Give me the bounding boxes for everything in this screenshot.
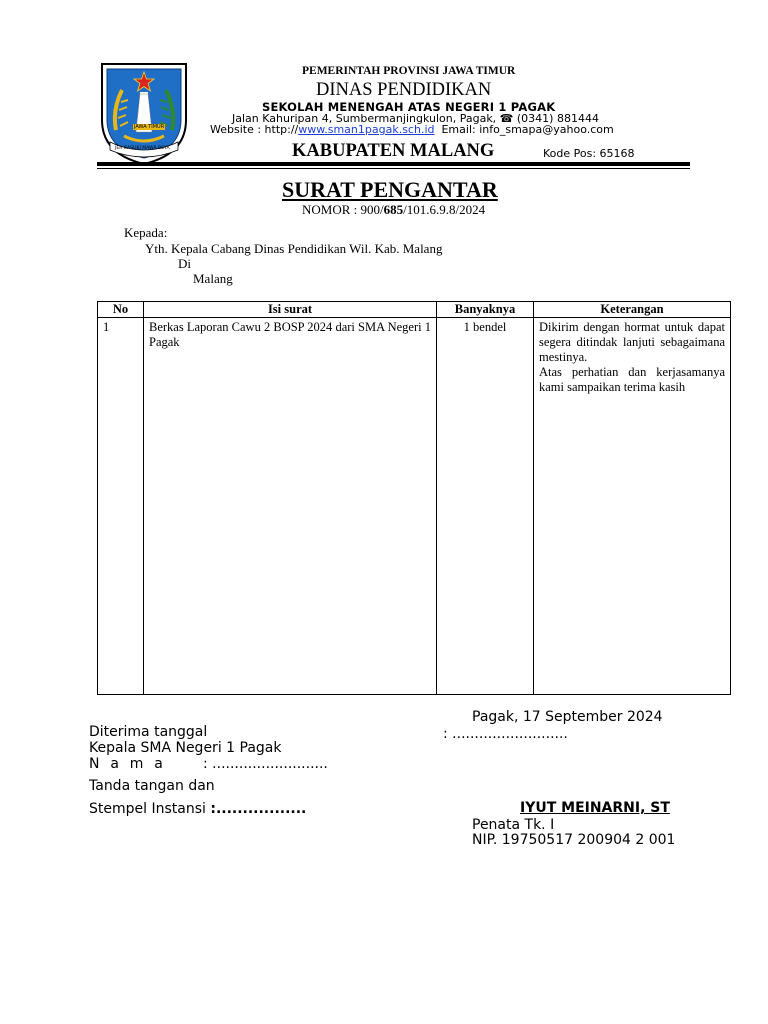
stamp-label: Stempel Instansi [89,801,211,817]
regency-name: KABUPATEN MALANG [292,141,495,161]
east-java-emblem-icon [98,60,190,166]
contact-line [210,123,614,136]
letter-contents-table [97,301,731,695]
received-date-blank: : .......................... [443,726,568,742]
letterhead-divider-thin [97,168,690,169]
signature-label: Tanda tangan dan [89,778,215,794]
column-header-remarks: Keterangan [534,302,731,318]
department-name: DINAS PENDIDIKAN [316,80,492,100]
logo-motto-text: JER BASUKI MAWA BEYA [115,146,170,151]
school-name: SEKOLAH MENENGAH ATAS NEGERI 1 PAGAK [262,100,556,114]
column-header-content: Isi surat [144,302,437,318]
government-name: PEMERINTAH PROVINSI JAWA TIMUR [302,65,516,77]
cell-quantity: 1 bendel [437,318,534,695]
website-label: Website : http:// [210,123,299,136]
letter-number-bold: 685 [383,202,404,217]
to-label: Kepada: [124,225,168,240]
table-header-row [98,302,731,318]
signer-nip: NIP. 19750517 200904 2 001 [472,832,676,848]
signer-name: IYUT MEINARNI, ST [520,800,670,816]
column-header-quantity: Banyaknya [437,302,534,318]
recipient: Yth. Kepala Cabang Dinas Pendidikan Wil. Kab. Malang [145,241,443,256]
signer-rank: Penata Tk. I [472,817,555,833]
letter-title: SURAT PENGANTAR [282,177,498,202]
received-date-label: Diterima tanggal [89,724,208,740]
cell-no: 1 [98,318,144,695]
name-blank: : .......................... [203,756,328,772]
principal-title: Kepala SMA Negeri 1 Pagak [89,740,282,756]
table-row [98,318,731,695]
di-label: Di [178,256,191,271]
remarks-paragraph-1: Dikirim dengan hormat untuk dapat segera ditindak lanjuti sebagaimana mestinya. [539,320,725,364]
school-address: Jalan Kahuripan 4, Sumbermanjingkulon, Pagak, ☎ (0341) 881444 [232,112,599,125]
recipient-city: Malang [193,271,233,286]
letter-number [302,202,485,218]
letter-number-prefix: NOMOR : 900/ [302,202,384,217]
letter-number-suffix: /101.6.9.8/2024 [403,202,486,217]
cell-remarks [534,318,731,695]
letterhead-divider-thick [97,162,690,166]
website-link[interactable]: www.sman1pagak.sch.id [298,123,435,136]
stamp-line [89,801,306,817]
column-header-no: No [98,302,144,318]
stamp-blank: :................. [210,801,307,817]
cell-content: Berkas Laporan Cawu 2 BOSP 2024 dari SMA Negeri 1 Pagak [144,318,437,695]
email-text: Email: info_smapa@yahoo.com [441,123,614,136]
name-label: N a m a [89,756,167,772]
postcode: Kode Pos: 65168 [543,147,635,160]
logo-ribbon-text: JAWA TIMUR [134,124,165,130]
place-date: Pagak, 17 September 2024 [472,709,663,725]
remarks-paragraph-2: Atas perhatian dan kerjasamanya kami sampaikan terima kasih [539,365,725,394]
